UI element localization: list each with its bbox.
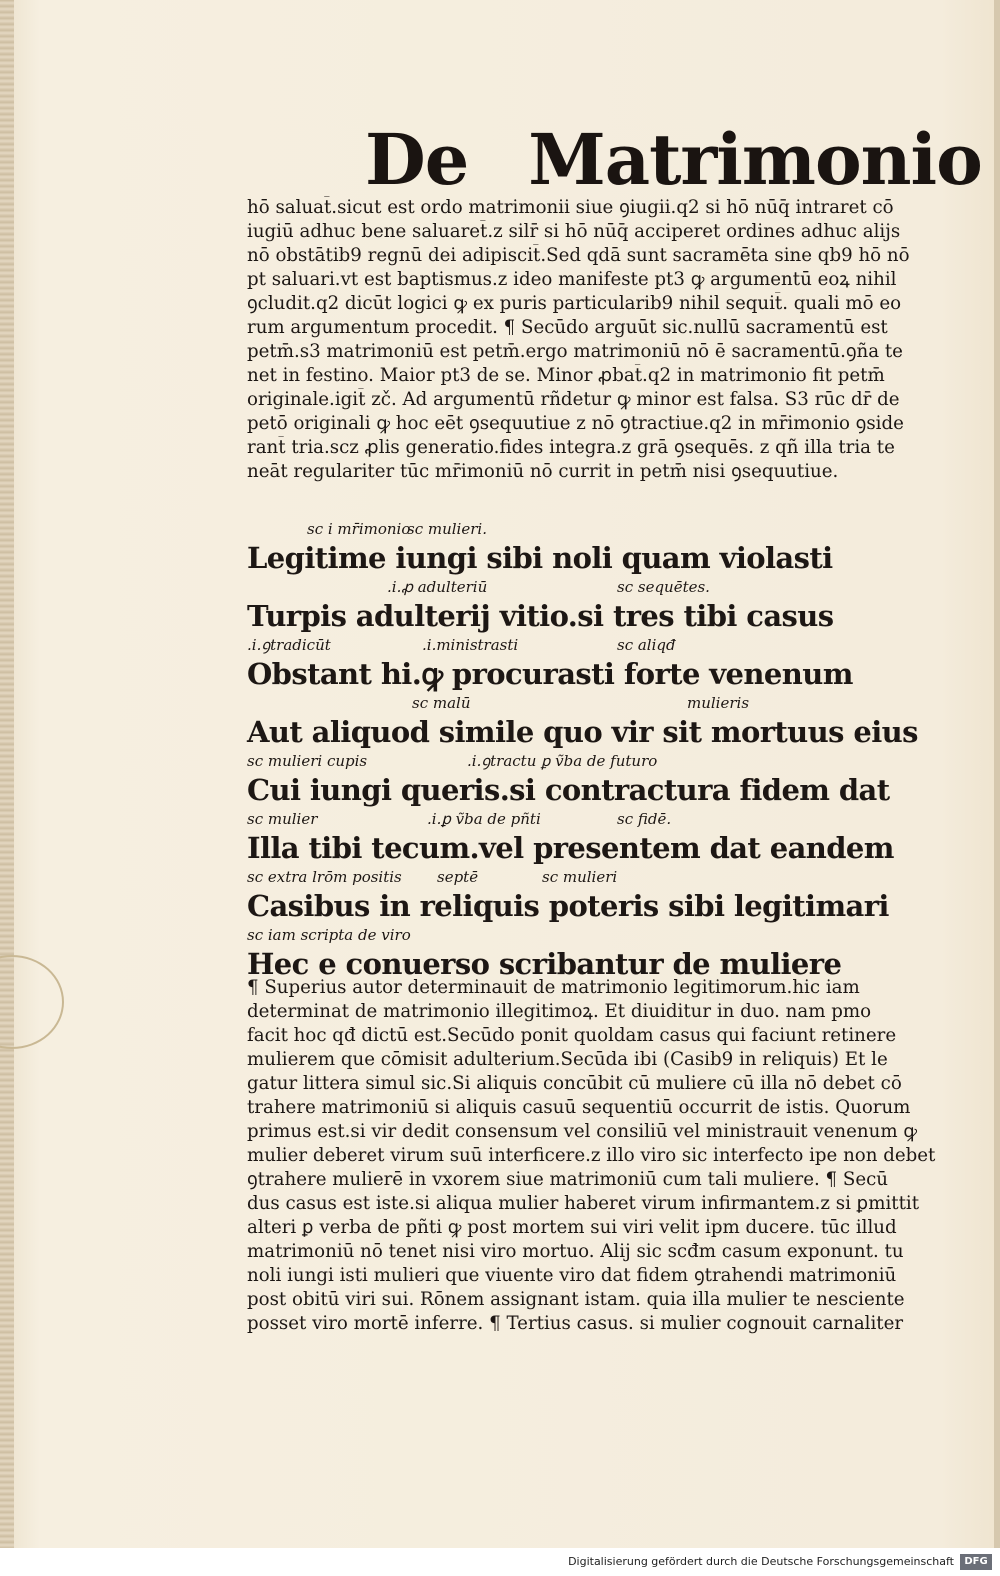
- gloss-word: sc mulier: [247, 810, 318, 828]
- text-line: alteri ꝑ verba de pñti ꝙ post mortem sui viri velit ipm ducere. tūc illud: [247, 1217, 897, 1238]
- gloss-word: sc i mr̄imonio: [307, 520, 411, 538]
- paragraph-2: [247, 976, 959, 1336]
- verse-line: Obstant hi.ꝙ procurasti forte venenum: [247, 657, 853, 691]
- text-line: posset viro mortē inferre. ¶ Tertius casus. si mulier cognouit carnaliter: [247, 1313, 904, 1334]
- verse-line: Illa tibi tecum.vel presentem dat eandem: [247, 831, 894, 865]
- interlinear-gloss: [247, 750, 959, 772]
- text-line: pt saluari.vt est baptismus.z ideo manifeste pt3 ꝙ argumentū eoꝝ nihil: [247, 269, 897, 290]
- gloss-word: mulieris: [687, 694, 750, 712]
- text-line: mulier deberet virum suū interficere.z illo viro sic interfecto ipe non debet: [247, 1145, 936, 1166]
- text-line: ¶ Superius autor determinauit de matrimonio legitimorum.hic iam: [247, 977, 860, 998]
- text-line: matrimoniū nō tenet nisi viro mortuo. Alij sic scđm casum exponunt. tu: [247, 1241, 904, 1262]
- text-line: neāt regulariter tūc mr̄imoniū nō currit in petm̄ nisi ꝯsequutiue.: [247, 461, 839, 482]
- text-line: petm̄.s3 matrimoniū est petm̄.ergo matrimoniū nō ē sacramentū.ꝯña te: [247, 341, 903, 362]
- text-line: ꝯtrahere mulierē in vxorem siue matrimoniū cum tali muliere. ¶ Secū: [247, 1169, 888, 1190]
- gloss-word: sc malū: [412, 694, 471, 712]
- gloss-word: .i.ꝯtradicūt: [247, 636, 331, 654]
- header-word-de: De: [365, 118, 469, 201]
- gloss-word: .i.ꝯtractu ꝑ ṽba de futuro: [467, 752, 658, 770]
- footer-credit: Digitalisierung gefördert durch die Deutsche Forschungsgemeinschaft: [568, 1555, 954, 1568]
- gloss-word: .i.ministrasti: [422, 636, 519, 654]
- text-line: gatur littera simul sic.Si aliquis concūbit cū muliere cū illa nō debet cō: [247, 1073, 902, 1094]
- text-line: petō originali ꝙ hoc eēt ꝯsequutiue z nō ꝯtractiue.q2 in mr̄imonio ꝯside: [247, 413, 904, 434]
- commentary-paragraph-bottom: [247, 976, 959, 1336]
- verse-line: Turpis adulterij vitio.si tres tibi casus: [247, 599, 834, 633]
- gloss-word: sc extra lrōm positis: [247, 868, 402, 886]
- text-line: rum argumentum procedit. ¶ Secūdo arguūt sic.nullū sacramentū est: [247, 317, 888, 338]
- commentary-paragraph-top: [247, 196, 959, 484]
- interlinear-gloss: [247, 576, 959, 598]
- text-line: post obitū viri sui. Rōnem assignant istam. quia illa mulier te nesciente: [247, 1289, 905, 1310]
- verse-line: Hec e conuerso scribantur de muliere: [247, 947, 842, 981]
- text-line: mulierem que cōmisit adulterium.Secūda ibi (Casib9 in reliquis) Et le: [247, 1049, 888, 1070]
- gloss-word: .i.ꝓ adulteriū: [387, 578, 488, 596]
- verse-line: Cui iungi queris.si contractura fidem dat: [247, 773, 890, 807]
- text-line: dus casus est iste.si aliqua mulier haberet virum infirmantem.z si ꝑmittit: [247, 1193, 920, 1214]
- header-word-matrimonio: Matrimonio: [528, 118, 982, 201]
- interlinear-gloss: [247, 866, 959, 888]
- gloss-word: sc mulieri: [542, 868, 618, 886]
- page-running-header: [365, 118, 982, 201]
- gloss-word: sc fidē.: [617, 810, 672, 828]
- binding-clasp-mark: [0, 955, 64, 1049]
- verse-block: [247, 518, 959, 982]
- text-line: rant̄ tria.scz ꝓlis generatio.fides integra.z grā ꝯsequēs. z qñ illa tria te: [247, 437, 895, 458]
- interlinear-gloss: [247, 692, 959, 714]
- dfg-logo: DFG: [960, 1554, 992, 1570]
- interlinear-gloss: [247, 808, 959, 830]
- paragraph-1: [247, 196, 959, 484]
- text-line: hō saluat̄.sicut est ordo matrimonii siue ꝯiugii.q2 si hō nūq̄ intraret cō: [247, 197, 894, 218]
- page-right-edge: [994, 0, 1000, 1548]
- verse-line: Casibus in reliquis poteris sibi legitimari: [247, 889, 889, 923]
- interlinear-gloss: [247, 634, 959, 656]
- gloss-word: sc mulieri.: [407, 520, 487, 538]
- gloss-word: septē: [437, 868, 479, 886]
- text-line: net in festino. Maior pt3 de se. Minor ꝓbat̄.q2 in matrimonio fit petm̄: [247, 365, 885, 386]
- text-line: facit hoc qđ dictū est.Secūdo ponit quoldam casus qui faciunt retinere: [247, 1025, 897, 1046]
- gloss-word: .i.ꝑ ṽba de pñti: [427, 810, 541, 828]
- text-line: determinat de matrimonio illegitimoꝝ. Et diuiditur in duo. nam pmo: [247, 1001, 872, 1022]
- gloss-word: sc mulieri cupis: [247, 752, 368, 770]
- interlinear-gloss: [247, 924, 959, 946]
- text-line: originale.igit̄ zč. Ad argumentū rñdetur ꝙ minor est falsa. S3 rūc dr̄ de: [247, 389, 900, 410]
- gloss-word: sc sequētes.: [617, 578, 710, 596]
- text-line: nō obstātib9 regnū dei adipiscit̄.Sed qdā sunt sacramēta sine qb9 hō nō: [247, 245, 910, 266]
- text-line: ꝯcludit.q2 dicūt logici ꝙ ex puris particularib9 nihil sequit̄. quali mō eo: [247, 293, 902, 314]
- gloss-word: sc iam scripta de viro: [247, 926, 411, 944]
- page-gutter-edge: [0, 0, 14, 1548]
- gloss-word: sc aliqđ: [617, 636, 676, 654]
- verse-line: Legitime iungi sibi noli quam violasti: [247, 541, 833, 575]
- text-line: iugiū adhuc bene saluaret̄.z silr̄ si hō nūq̄ acciperet ordines adhuc alijs: [247, 221, 901, 242]
- text-line: primus est.si vir dedit consensum vel consiliū vel ministrauit venenum ꝙ: [247, 1121, 918, 1142]
- interlinear-gloss: [247, 518, 959, 540]
- text-line: trahere matrimoniū si aliquis casuū sequentiū occurrit de istis. Quorum: [247, 1097, 911, 1118]
- text-line: noli iungi isti mulieri que viuente viro dat fidem ꝯtrahendi matrimoniū: [247, 1265, 897, 1286]
- digitization-footer: [0, 1548, 1000, 1576]
- verse-line: Aut aliquod simile quo vir sit mortuus eius: [247, 715, 918, 749]
